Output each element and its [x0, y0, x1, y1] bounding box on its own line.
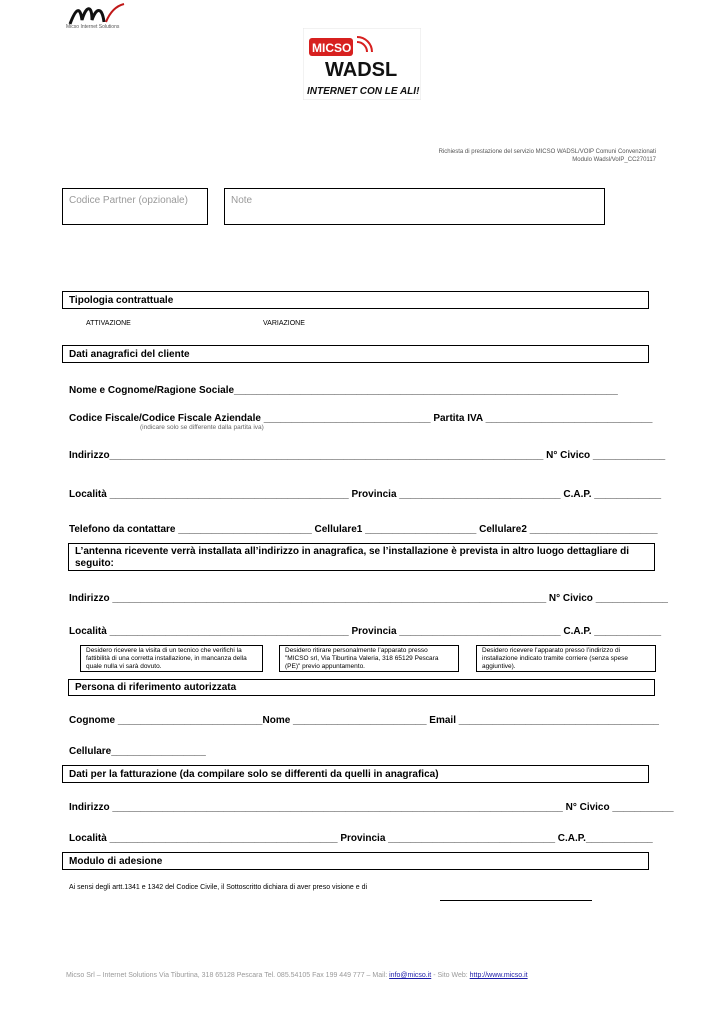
logo-wadsl-text: WADSL [325, 59, 398, 81]
footer-text: Micso Srl – Internet Solutions Via Tiburtina, 318 65128 Pescara Tel. 085.54105 Fax 199 449 777 – Mail: [66, 972, 388, 979]
section-fatturazione: Dati per la fatturazione (da compilare solo se differenti da quelli in anagrafica) [62, 765, 649, 783]
logo-micso-text: MICSO [312, 41, 352, 55]
field-indirizzo[interactable]: Indirizzo______________________________________________________________________________ N° Civico _____________ [69, 450, 666, 461]
field-telefono[interactable]: Telefono da contattare ________________________ Cellulare1 ____________________ Cellulare2 _______________________ [69, 524, 658, 535]
partner-code-field[interactable] [62, 188, 208, 225]
field-fatturazione-localita[interactable]: Località _________________________________________ Provincia ______________________________ C.A.P.____________ [69, 833, 653, 844]
field-codice-fiscale[interactable]: Codice Fiscale/Codice Fiscale Aziendale ______________________________ Partita IVA ______________________________ [69, 413, 653, 424]
section-referente: Persona di riferimento autorizzata [68, 679, 655, 696]
partner-code-placeholder: Codice Partner (opzionale) [69, 195, 188, 206]
footer-site-link[interactable]: http://www.micso.it [469, 972, 528, 979]
option-attivazione[interactable]: ATTIVAZIONE [86, 320, 131, 327]
section-antenna [68, 543, 655, 571]
option-variazione[interactable]: VARIAZIONE [263, 320, 305, 327]
field-referente-nome[interactable]: Cognome __________________________Nome ________________________ Email ____________________________________ [69, 715, 659, 726]
field-antenna-localita[interactable]: Località ___________________________________________ Provincia _____________________________ C.A.P. ____________ [69, 626, 662, 637]
antenna-title-line2: seguito: [75, 558, 114, 569]
cf-note: (indicare solo se differente dalla partita iva) [140, 424, 264, 431]
note-placeholder: Note [231, 195, 253, 206]
document-title-line1: Richiesta di prestazione del servizio MICSO WADSL/VOIP Comuni Convenzionati [438, 149, 656, 155]
footer-site-label: - Sito Web: [433, 972, 468, 979]
footer-mail-link[interactable]: info@micso.it [389, 972, 432, 979]
antenna-title-line1: L’antenna ricevente verrà installata all’indirizzo in anagrafica, se l’installazione è prevista in altro luogo dettagliare di [75, 546, 630, 557]
antenna-option-tecnico[interactable]: Desidero ricevere la visita di un tecnico che verifichi la fattibilità di una corretta installazione, in mancanza della quale nulla vi sarà dovuto. [80, 645, 263, 672]
signature-line[interactable] [440, 900, 592, 901]
field-fatturazione-indirizzo[interactable]: Indirizzo _________________________________________________________________________________ N° Civico ___________ [69, 802, 674, 813]
field-nome-cognome[interactable]: Nome e Cognome/Ragione Sociale_____________________________________________________________________ [69, 385, 618, 396]
field-referente-cellulare[interactable]: Cellulare_________________ [69, 746, 206, 757]
section-adesione: Modulo di adesione [62, 852, 649, 870]
antenna-option-ritiro[interactable]: Desidero ritirare personalmente l’apparato presso "MICSO srl, Via Tiburtina Valeria, 318 65129 Pescara (PE)" previo appuntamento. [279, 645, 459, 672]
document-title-line2: Modulo Wadsl/VoIP_CC270117 [572, 157, 656, 163]
section-tipologia: Tipologia contrattuale [62, 291, 649, 309]
logo-tagline: INTERNET CON LE ALI! [307, 86, 420, 97]
micso-wadsl-logo [303, 28, 421, 100]
antenna-option-corriere[interactable]: Desidero ricevere l’apparato presso l’indirizzo di installazione indicato tramite corriere (senza spese aggiuntive). [476, 645, 656, 672]
document-title [439, 148, 656, 164]
field-localita[interactable]: Località ___________________________________________ Provincia _____________________________ C.A.P. ____________ [69, 489, 662, 500]
section-anagrafica: Dati anagrafici del cliente [62, 345, 649, 363]
adesione-text: Ai sensi degli artt.1341 e 1342 del Codice Civile, il Sottoscritto dichiara di aver preso visione e di [69, 884, 368, 891]
company-logo-text: Micso Internet Solutions [66, 24, 120, 30]
note-field[interactable] [224, 188, 605, 225]
field-antenna-indirizzo[interactable]: Indirizzo ______________________________________________________________________________ N° Civico _____________ [69, 593, 668, 604]
footer [66, 972, 528, 979]
